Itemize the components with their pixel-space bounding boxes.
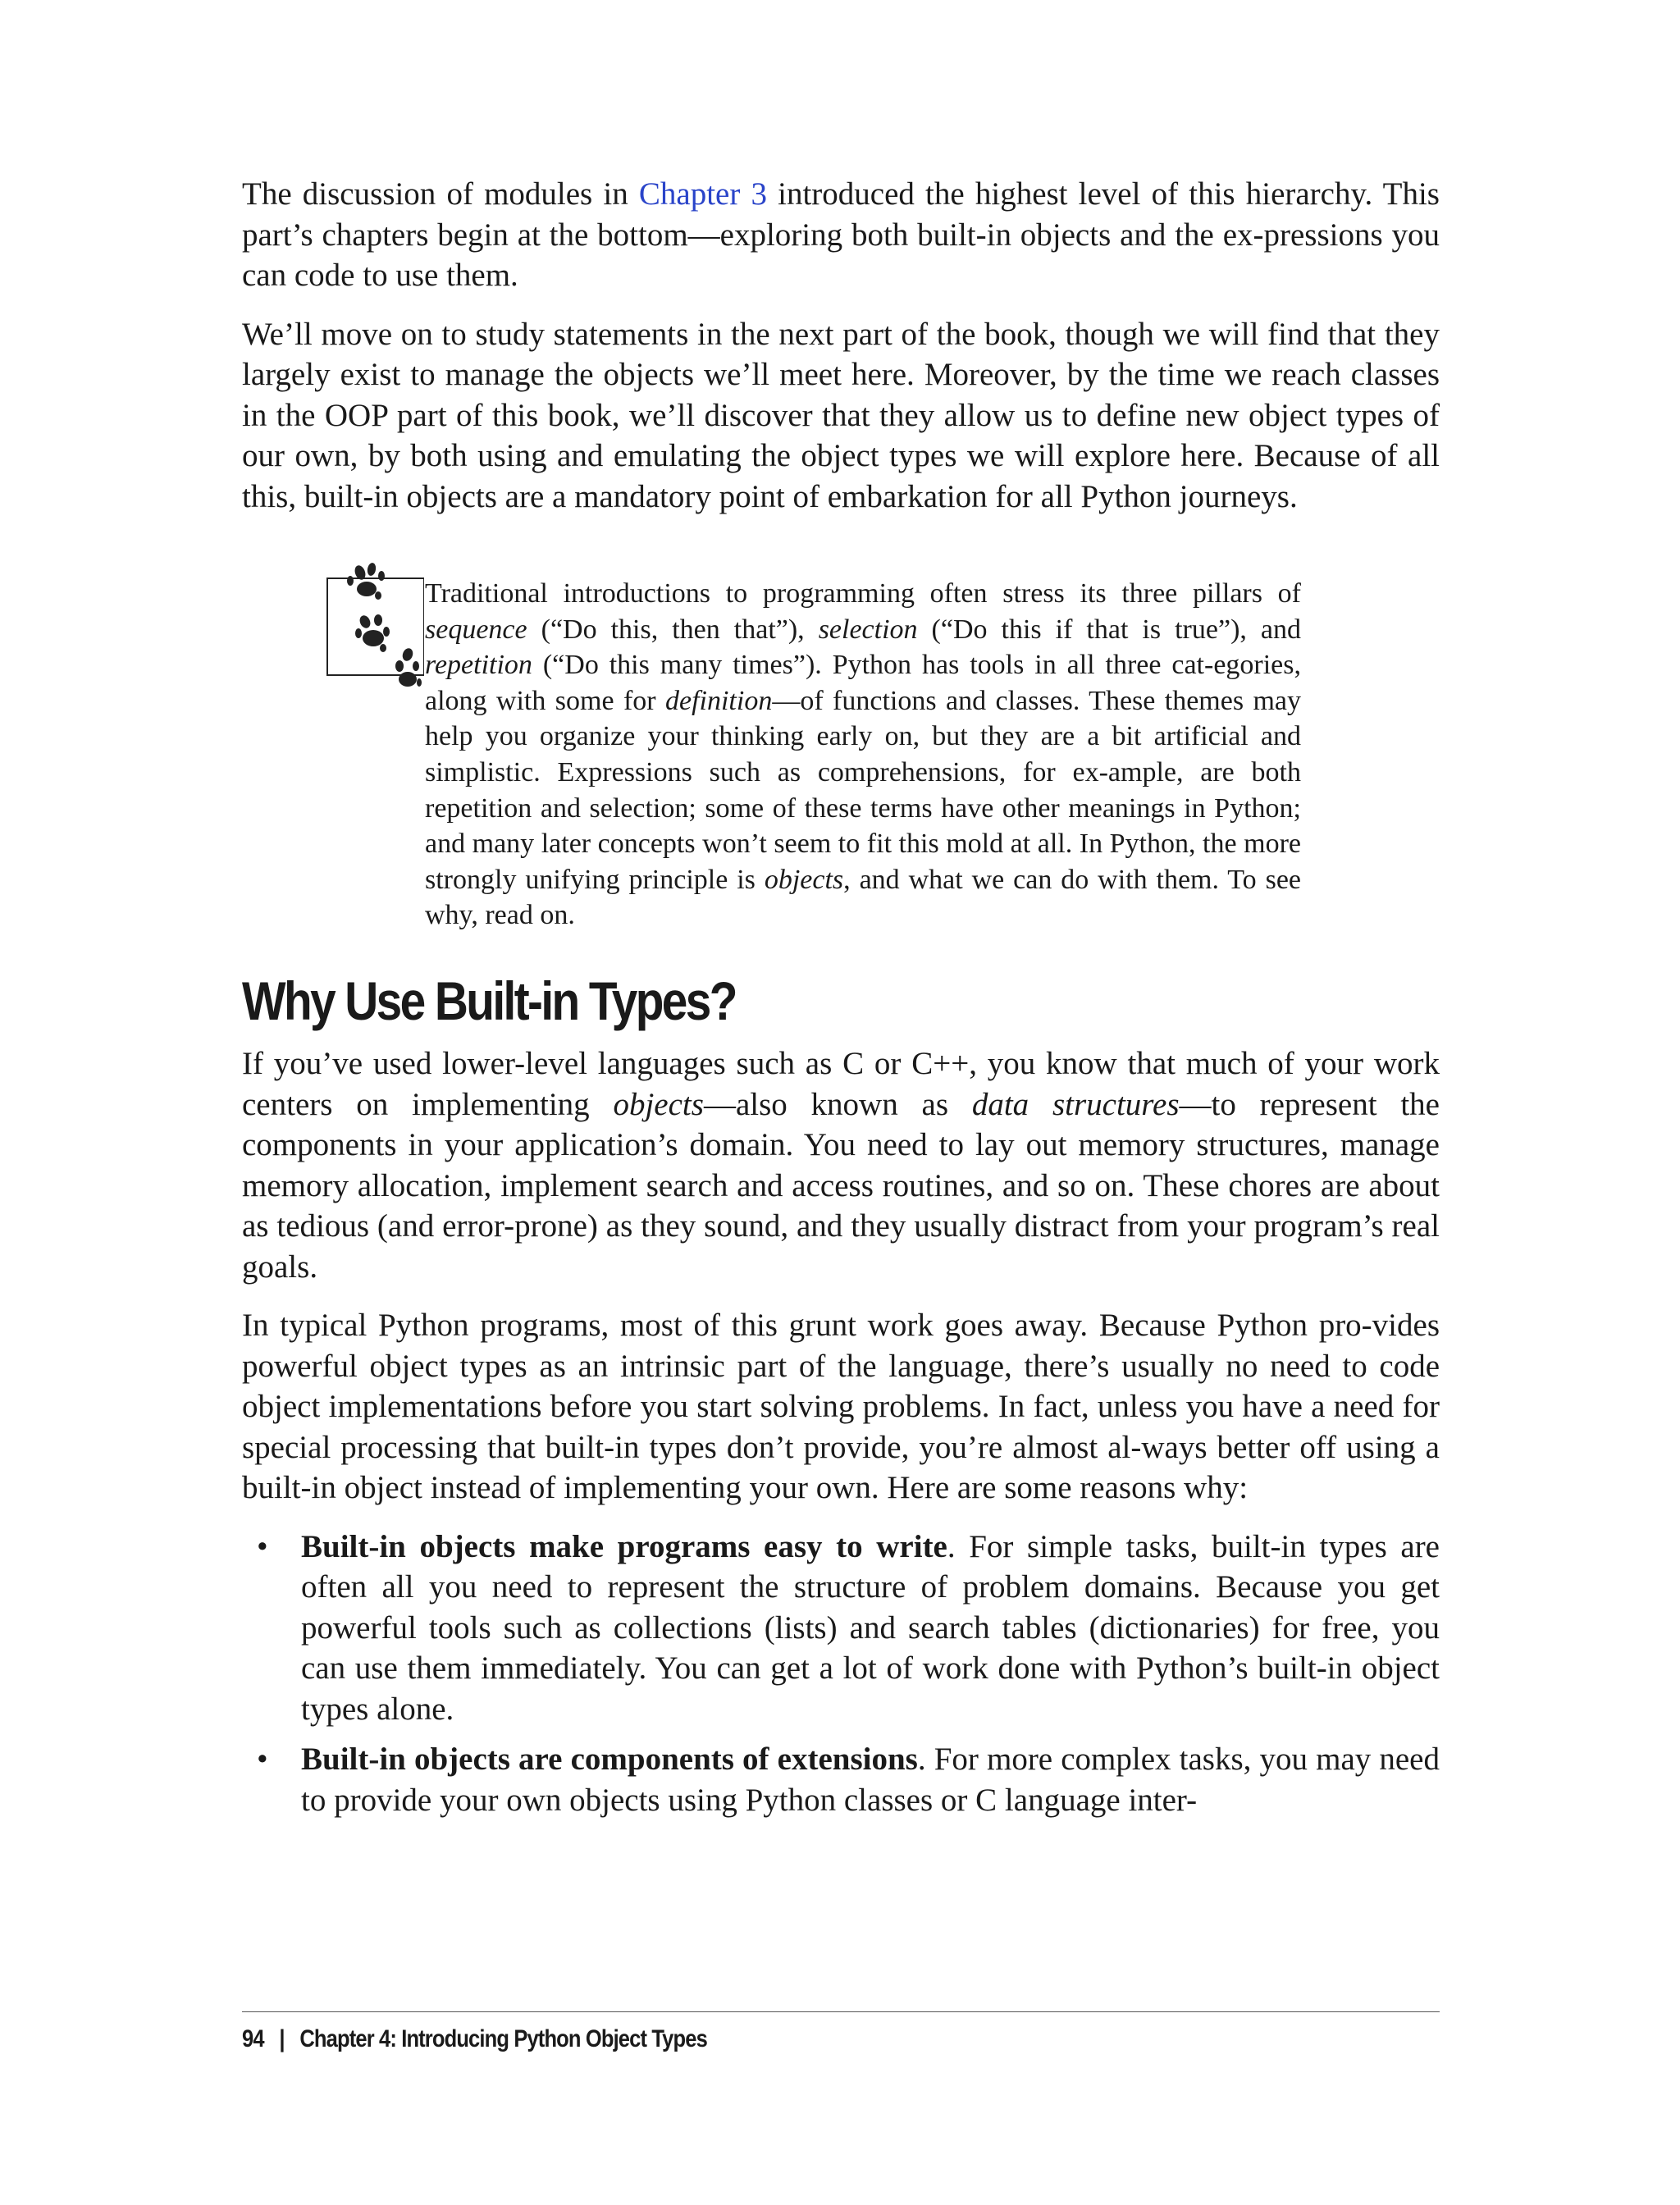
list-item-text: . For more complex tasks, you may need to provide your own objects using Python classes or C language inter-	[301, 1742, 1440, 1818]
bullet-icon: •	[257, 1528, 268, 1564]
footer-text	[242, 2025, 1260, 2053]
list-item	[242, 1739, 1440, 1820]
paragraph-text: introduced the highest level of this hierarchy. This part’s chapters begin at the bottom—exploring both built-in objects and the ex-pressions you can code to use them.	[242, 176, 1440, 293]
list-item-title: Built-in objects make programs easy to write	[301, 1528, 947, 1564]
term-objects: objects	[613, 1086, 704, 1122]
footer-divider	[242, 2011, 1440, 2012]
term-data-structures: data structures	[971, 1086, 1180, 1122]
page-content	[242, 174, 1440, 1830]
chapter-3-link[interactable]: Chapter 3	[638, 176, 767, 212]
term-selection: selection	[818, 614, 918, 645]
paragraph-statements: We’ll move on to study statements in the next part of the book, though we will find that they largely exist to manage the objects we’ll meet here. Moreover, by the time we reach classes in the OOP part of this book, we’ll discover that they allow us to define new object types of our own, by both using and emulating the object types we will explore here. Because of all this, built-in objects are a mandatory point of embarkation for all Python journeys.	[242, 316, 1440, 514]
paragraph-typical-python: In typical Python programs, most of this grunt work goes away. Because Python pro-vides powerful object types as an intrinsic part of the language, there’s usually no need to code object implementations before you start solving problems. In fact, unless you have a need for special processing that built-in types don’t provide, you’re almost al-ways better off using a built-in object instead of implementing your own. Here are some reasons why:	[242, 1308, 1440, 1505]
bullet-icon: •	[257, 1742, 268, 1777]
paragraph-lower-level: If you’ve used lower-level languages such as C or C++, you know that much of your work centers on implementing objects—also known as data structures—to represent the components in your application’s domain. You need to lay out memory structures, manage memory allocation, implement search and access routines, and so on. These chores are about as tedious (and error-prone) as they sound, and they usually distract from your program’s real goals.	[242, 1046, 1440, 1285]
term-sequence: sequence	[425, 614, 527, 645]
chapter-title: Chapter 4: Introducing Python Object Types	[299, 2025, 707, 2052]
list-item-text: . For simple tasks, built-in types are often all you need to represent the structure of problem domains. Because you get powerful tools such as collections (lists) and search tables (dictionaries) for free, you can use them immediately. You can get a lot of work done with Python’s built-in object types alone.	[301, 1528, 1440, 1727]
list-item	[242, 1527, 1440, 1730]
list-item-title: Built-in objects are components of extensions	[301, 1742, 918, 1777]
footer-separator: |	[279, 2025, 285, 2052]
reasons-list	[242, 1527, 1440, 1821]
section-heading: Why Use Built-in Types?	[242, 970, 736, 1031]
paragraph-text: The discussion of modules in	[242, 176, 639, 212]
paragraph-modules	[242, 174, 1440, 296]
paw-prints-note-icon	[285, 558, 424, 697]
note-text: Traditional introductions to programming often stress its three pillars of sequence (“Do this, then that”), selection (“Do this if that is true”), and repetition (“Do this many times”). Python has tools in all three cat-egories, along with some for definition—of functions and classes. These themes may help you organize your thinking early on, but they are a bit artificial and simplistic. Expressions such as comprehensions, for ex-ample, are both repetition and selection; some of these terms have other meanings in Python; and many later concepts won’t seem to fit this mold at all. In Python, the more strongly unifying principle is objects, and what we can do with them. To see why, read on.	[425, 578, 1301, 931]
term-objects: objects	[764, 864, 844, 895]
term-repetition: repetition	[425, 650, 532, 681]
note-box	[242, 558, 1440, 935]
page-footer	[242, 2011, 1440, 2053]
page-number: 94	[242, 2025, 264, 2052]
term-definition: definition	[665, 685, 773, 716]
